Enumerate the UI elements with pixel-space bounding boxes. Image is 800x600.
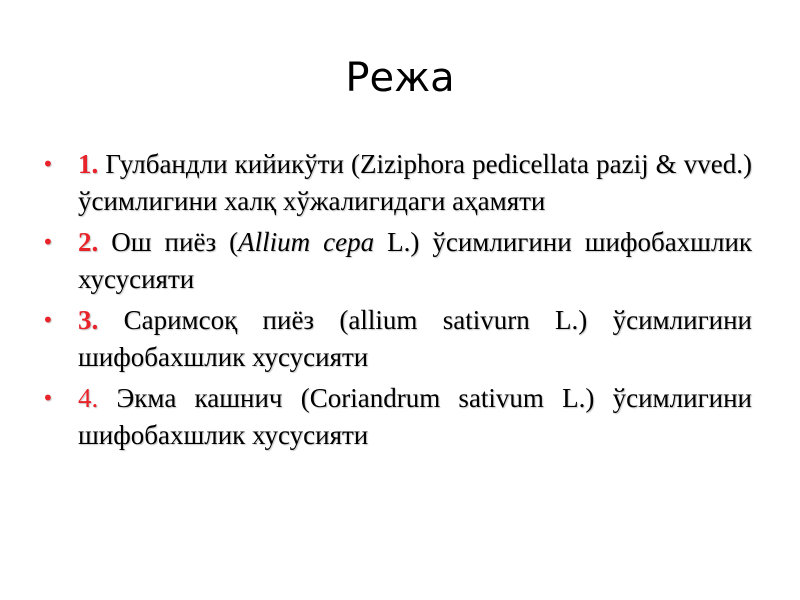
bullet-icon: • [42, 308, 54, 332]
item-number: 1. [78, 149, 99, 179]
item-text: Гулбандли кийикўти (Ziziphora pedicellata pazij & vved.) ўсимлигини халқ хўжалигидаги аҳамяти [78, 149, 752, 216]
agenda-item-4 [42, 380, 752, 454]
item-text: Экма кашнич (Coriandrum sativum L.) ўсимлигини шифобахшлик хусусияти [78, 383, 752, 450]
item-text-before: Ош пиёз ( [98, 227, 239, 257]
item-text-italic: Allium cepa [238, 227, 375, 257]
agenda-item-1 [42, 146, 752, 220]
bullet-icon: • [42, 386, 54, 410]
item-number: 3. [78, 305, 99, 335]
item-text: Саримсоқ пиёз (allium sativurn L.) ўсимлигини шифобахшлик хусусияти [78, 305, 752, 372]
bullet-icon: • [42, 230, 54, 254]
agenda-item-2 [42, 224, 752, 298]
item-text-after: L.) ўсимлигини шифобахшлик хусусияти [78, 227, 753, 294]
agenda-item-3 [42, 302, 752, 376]
bullet-icon: • [42, 152, 54, 176]
slide-title: Режа [345, 55, 455, 101]
item-number: 4. [78, 383, 99, 413]
agenda-list [42, 146, 752, 458]
item-number: 2. [78, 227, 99, 257]
